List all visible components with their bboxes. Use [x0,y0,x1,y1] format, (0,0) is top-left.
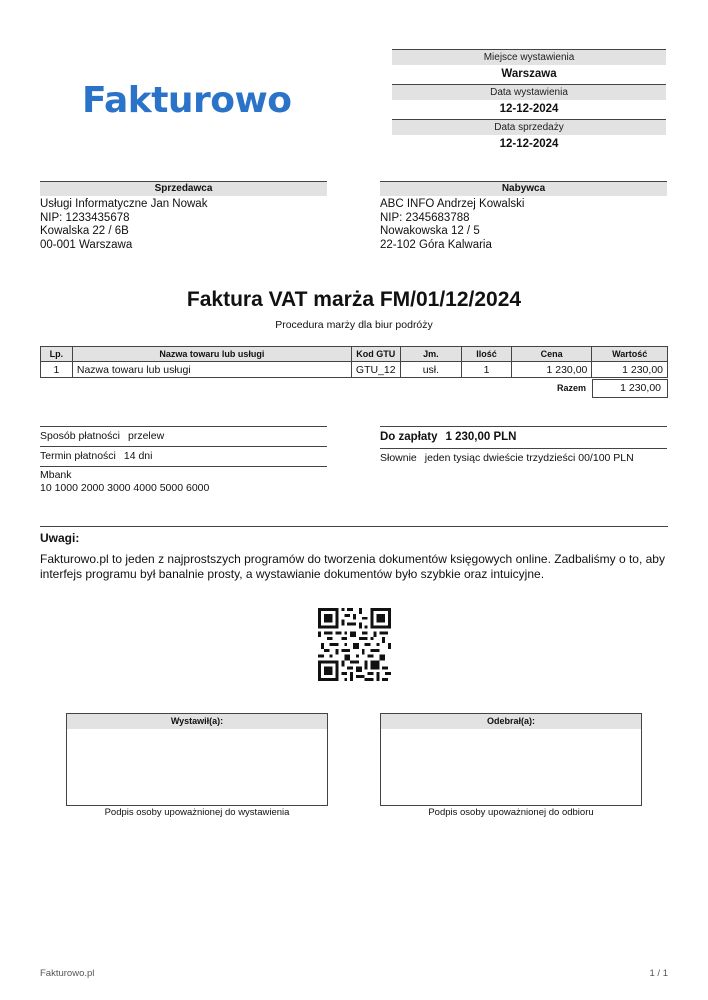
amount-words-row [380,448,667,468]
bank-account: 10 1000 2000 3000 4000 5000 6000 [40,482,210,494]
buyer-header: Nabywca [380,181,667,196]
invoice-meta [392,49,666,154]
issuer-signature-caption: Podpis osoby upoważnionej do wystawienia [104,807,290,818]
logo: Fakturowo [82,80,292,121]
payment-term-label: Termin płatności [40,450,116,462]
cell-qty: 1 [462,362,512,378]
amount-due-value: 1 230,00 PLN [445,431,517,443]
total-value: 1 230,00 [592,379,668,398]
amount-due-row [380,426,667,448]
place-label: Miejsce wystawienia [392,49,666,65]
cell-lp: 1 [41,362,73,378]
qr-code [318,608,391,681]
table-row [41,362,668,378]
receiver-signature-box [380,713,642,806]
receiver-signature-caption: Podpis osoby upoważnionej do odbioru [428,807,594,818]
issuer-signature-box [66,713,328,806]
cell-unit: usł. [400,362,462,378]
notes-text: Fakturowo.pl to jeden z najprostszych programów do tworzenia dokumentów księgowych online. Zadbaliśmy o to, aby interfejs programu był banalnie prosty, a wystawianie dokumentów było szybkie oraz intuicyjne. [40,552,665,581]
payment-method-row [40,426,327,446]
col-unit: Jm. [400,347,462,362]
place-value: Warszawa [501,68,557,80]
sale-date-value: 12-12-2024 [499,138,559,150]
invoice-title: Faktura VAT marża FM/01/12/2024 [186,288,522,311]
bank-name: Mbank [40,469,72,481]
cell-price: 1 230,00 [511,362,592,378]
notes-section [40,526,668,582]
items-table [40,346,668,378]
buyer-name: ABC INFO Andrzej Kowalski [380,198,525,210]
invoice-subtitle: Procedura marży dla biur podróży [275,319,433,331]
table-header-row [41,347,668,362]
cell-gtu: GTU_12 [351,362,400,378]
col-value: Wartość [592,347,668,362]
seller-nip: NIP: 1233435678 [40,211,130,224]
col-name: Nazwa towaru lub usługi [72,347,351,362]
payment-method-label: Sposób płatności [40,430,120,442]
seller-city: 00-001 Warszawa [40,238,133,251]
receiver-signature-header: Odebrał(a): [381,714,641,729]
seller-header: Sprzedawca [40,181,327,196]
sale-date-label: Data sprzedaży [392,119,666,135]
buyer-nip: NIP: 2345683788 [380,211,470,224]
col-gtu: Kod GTU [351,347,400,362]
payment-term-row [40,446,327,466]
amount-words-label: Słownie [380,452,417,464]
buyer-block [380,181,667,252]
bank-info [40,466,327,495]
amount-words-value: jeden tysiąc dwieście trzydzieści 00/100 PLN [424,452,634,464]
payment-method-value: przelew [127,430,165,442]
footer-site: Fakturowo.pl [40,968,95,979]
buyer-city: 22-102 Góra Kalwaria [380,238,492,251]
issuer-signature-header: Wystawił(a): [67,714,327,729]
issue-date-label: Data wystawienia [392,84,666,100]
seller-block [40,181,327,252]
payment-term-value: 14 dni [123,450,153,462]
receiver-signature-block [380,713,642,818]
notes-header: Uwagi: [40,531,80,545]
payment-block [40,426,327,495]
cell-name: Nazwa towaru lub usługi [72,362,351,378]
amount-due-block [380,426,667,468]
amount-due-label: Do zapłaty [380,431,438,443]
footer-page-number: 1 / 1 [649,968,668,979]
col-lp: Lp. [41,347,73,362]
seller-name: Usługi Informatyczne Jan Nowak [40,198,208,210]
buyer-street: Nowakowska 12 / 5 [380,225,480,238]
col-qty: Ilość [462,347,512,362]
cell-value: 1 230,00 [592,362,668,378]
issuer-signature-block [66,713,328,818]
total-label: Razem [556,383,586,393]
col-price: Cena [511,347,592,362]
seller-street: Kowalska 22 / 6B [40,225,129,238]
issue-date-value: 12-12-2024 [499,103,559,115]
